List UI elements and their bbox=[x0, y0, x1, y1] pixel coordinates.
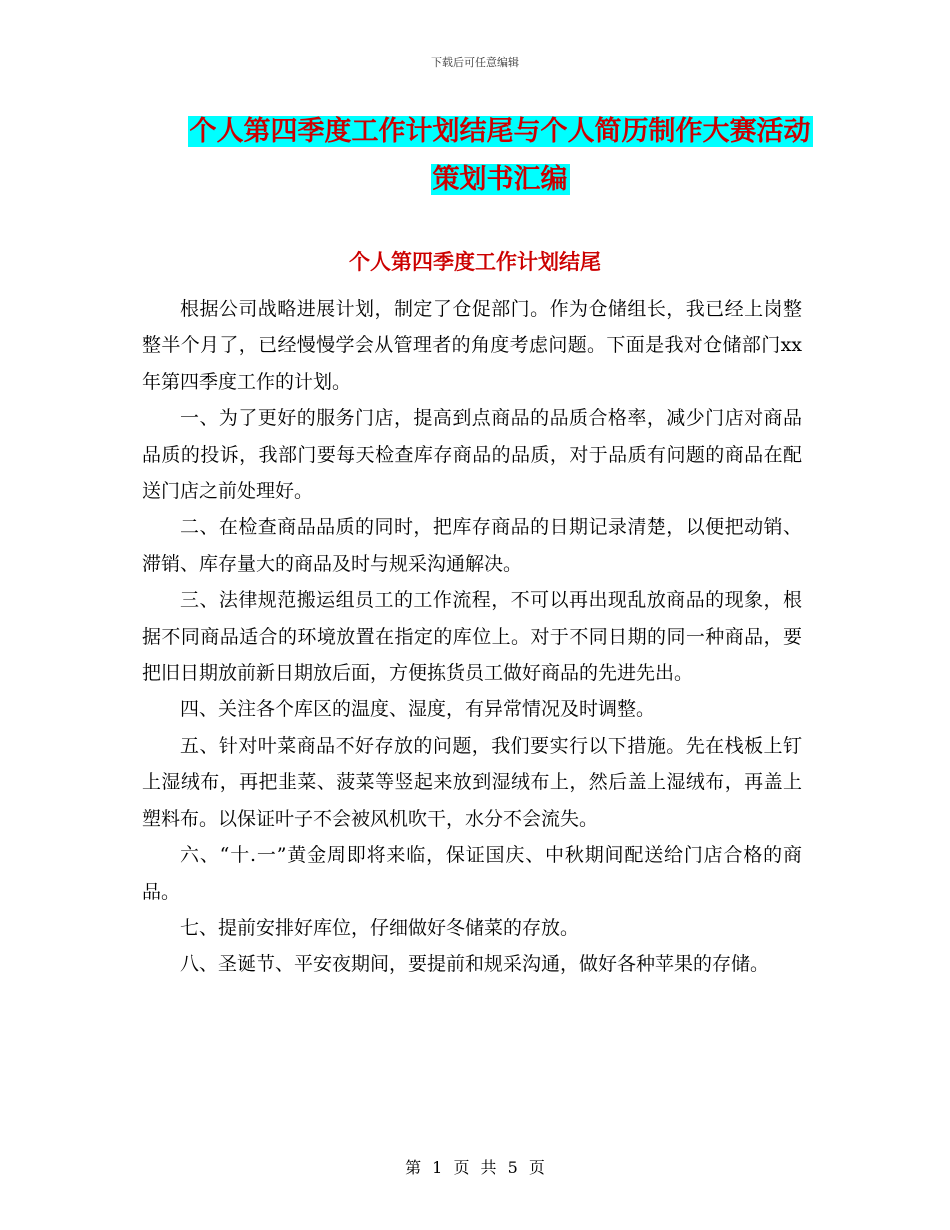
document-title bbox=[140, 108, 860, 204]
document-title-line-2: 策划书汇编 bbox=[432, 164, 568, 195]
paragraph: 七、提前安排好库位，仔细做好冬储菜的存放。 bbox=[180, 916, 580, 939]
paragraph: 五、针对叶菜商品不好存放的问题，我们要实行以下措施。先在栈板上钉上湿绒布，再把韭菜、菠菜等竖起来放到湿绒布上，然后盖上湿绒布，再盖上塑料布。以保证叶子不会被风机吹干，水分不会流失。 bbox=[142, 734, 802, 830]
paragraph: 四、关注各个库区的温度、湿度，有异常情况及时调整。 bbox=[180, 698, 656, 721]
paragraph: 六、“十.一”黄金周即将来临，保证国庆、中秋期间配送给门店合格的商品。 bbox=[142, 844, 802, 903]
paragraph: 二、在检查商品品质的同时，把库存商品的日期记录清楚，以便把动销、滞销、库存量大的商品及时与规采沟通解决。 bbox=[142, 516, 802, 575]
document-title-line-1: 个人第四季度工作计划结尾与个人简历制作大赛活动 bbox=[189, 116, 811, 147]
section-title: 个人第四季度工作计划结尾 bbox=[349, 249, 601, 274]
body-text bbox=[142, 291, 802, 983]
paragraph: 三、法律规范搬运组员工的工作流程，不可以再出现乱放商品的现象，根据不同商品适合的环境放置在指定的库位上。对于不同日期的同一种商品，要把旧日期放前新日期放后面，方便拣货员工做好商品的先进先出。 bbox=[142, 589, 802, 685]
paragraph: 根据公司战略进展计划，制定了仓促部门。作为仓储组长，我已经上岗整整半个月了，已经慢慢学会从管理者的角度考虑问题。下面是我对仓储部门xx年第四季度工作的计划。 bbox=[142, 298, 802, 393]
paragraph: 一、为了更好的服务门店，提高到点商品的品质合格率，减少门店对商品品质的投诉，我部门要每天检查库存商品的品质，对于品质有问题的商品在配送门店之前处理好。 bbox=[142, 407, 802, 503]
page-footer: 第 1 页 共 5 页 bbox=[405, 1158, 545, 1177]
header-note: 下载后可任意编辑 bbox=[431, 56, 519, 69]
paragraph: 八、圣诞节、平安夜期间，要提前和规采沟通，做好各种苹果的存储。 bbox=[180, 953, 770, 976]
